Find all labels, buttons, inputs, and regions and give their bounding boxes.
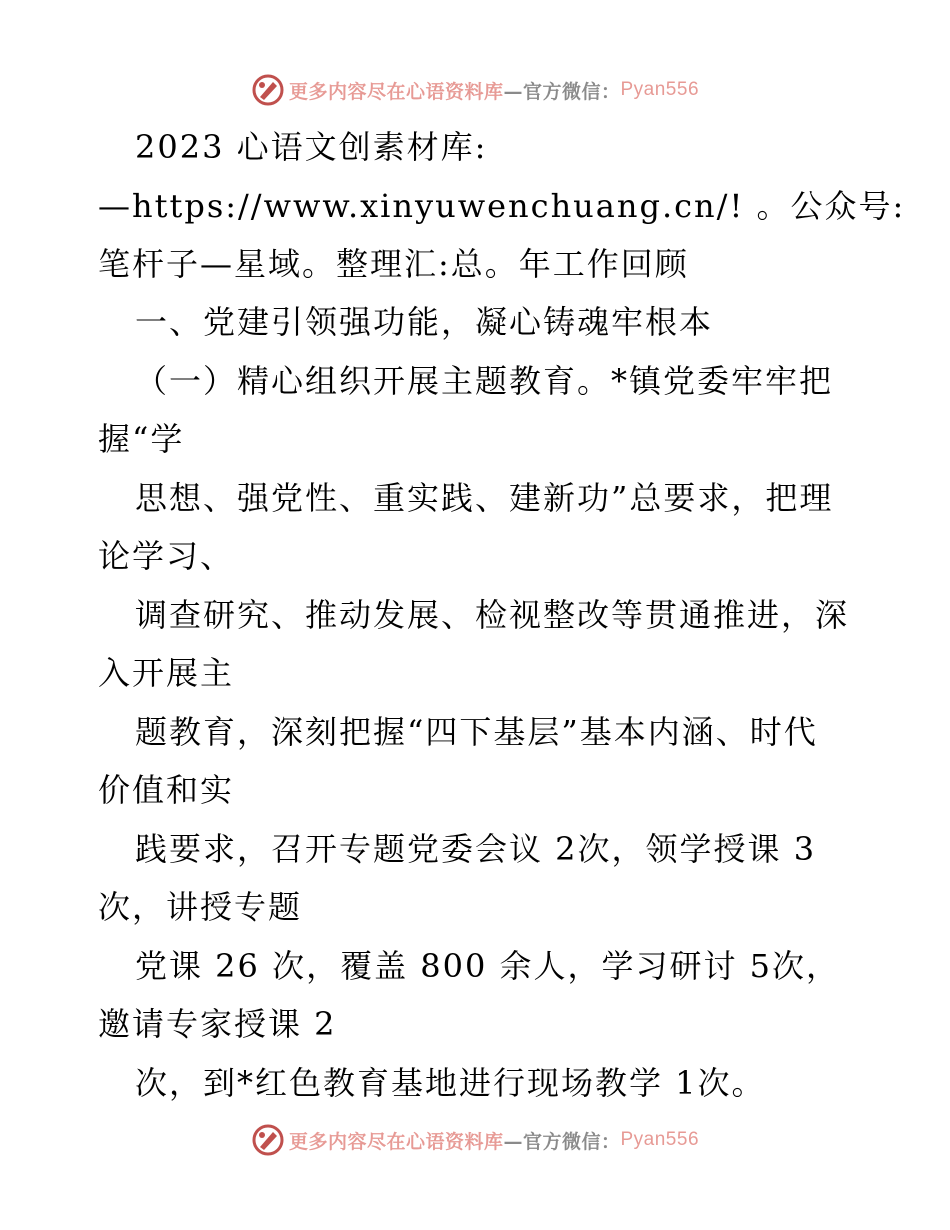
brand-logo-icon xyxy=(251,73,285,107)
brand-logo-icon xyxy=(251,1123,285,1157)
body-line: 入开展主 xyxy=(98,654,235,692)
body-line: 次，讲授专题 xyxy=(98,888,303,926)
banner-main-text: 更多内容尽在心语资料库 xyxy=(288,80,504,103)
body-line: 践要求，召开专题党委会议 2次，领学授课 3 xyxy=(135,830,817,868)
body-line: 邀请专家授课 2 xyxy=(98,1005,337,1043)
banner-middle-text: —官方微信： xyxy=(503,80,621,103)
body-line: 调查研究、推动发展、检视整改等贯通推进，深 xyxy=(135,596,850,634)
banner-main-text: 更多内容尽在心语资料库 xyxy=(288,1130,504,1153)
body-line: 题教育，深刻把握“四下基层”基本内涵、时代 xyxy=(135,713,818,751)
body-line: 价值和实 xyxy=(98,771,235,809)
header-watermark-banner xyxy=(0,70,950,110)
body-line: 思想、强党性、重实践、建新功”总要求，把理 xyxy=(135,479,834,517)
body-line: 次，到*红色教育基地进行现场教学 1次。 xyxy=(135,1064,766,1102)
body-line: （一）精心组织开展主题教育。*镇党委牢牢把 xyxy=(135,362,834,400)
banner-middle-text: —官方微信： xyxy=(503,1130,621,1153)
body-line: 党课 26 次，覆盖 800 余人，学习研讨 5次， xyxy=(135,947,841,985)
banner-handle-text: Pyan556 xyxy=(620,1129,700,1150)
banner-handle-text: Pyan556 xyxy=(620,79,700,100)
footer-watermark-banner xyxy=(0,1120,950,1160)
body-line: —https://www.xinyuwenchuang.cn/! 。公众号: xyxy=(98,187,906,225)
body-line: 论学习、 xyxy=(98,537,235,575)
body-line: 2023 心语文创素材库: xyxy=(135,128,488,166)
body-line: 握“学 xyxy=(98,420,185,458)
section-heading: 一、党建引领强功能，凝心铸魂牢根本 xyxy=(135,303,714,341)
body-line: 笔杆子—星域。整理汇:总。年工作回顾 xyxy=(98,245,689,283)
